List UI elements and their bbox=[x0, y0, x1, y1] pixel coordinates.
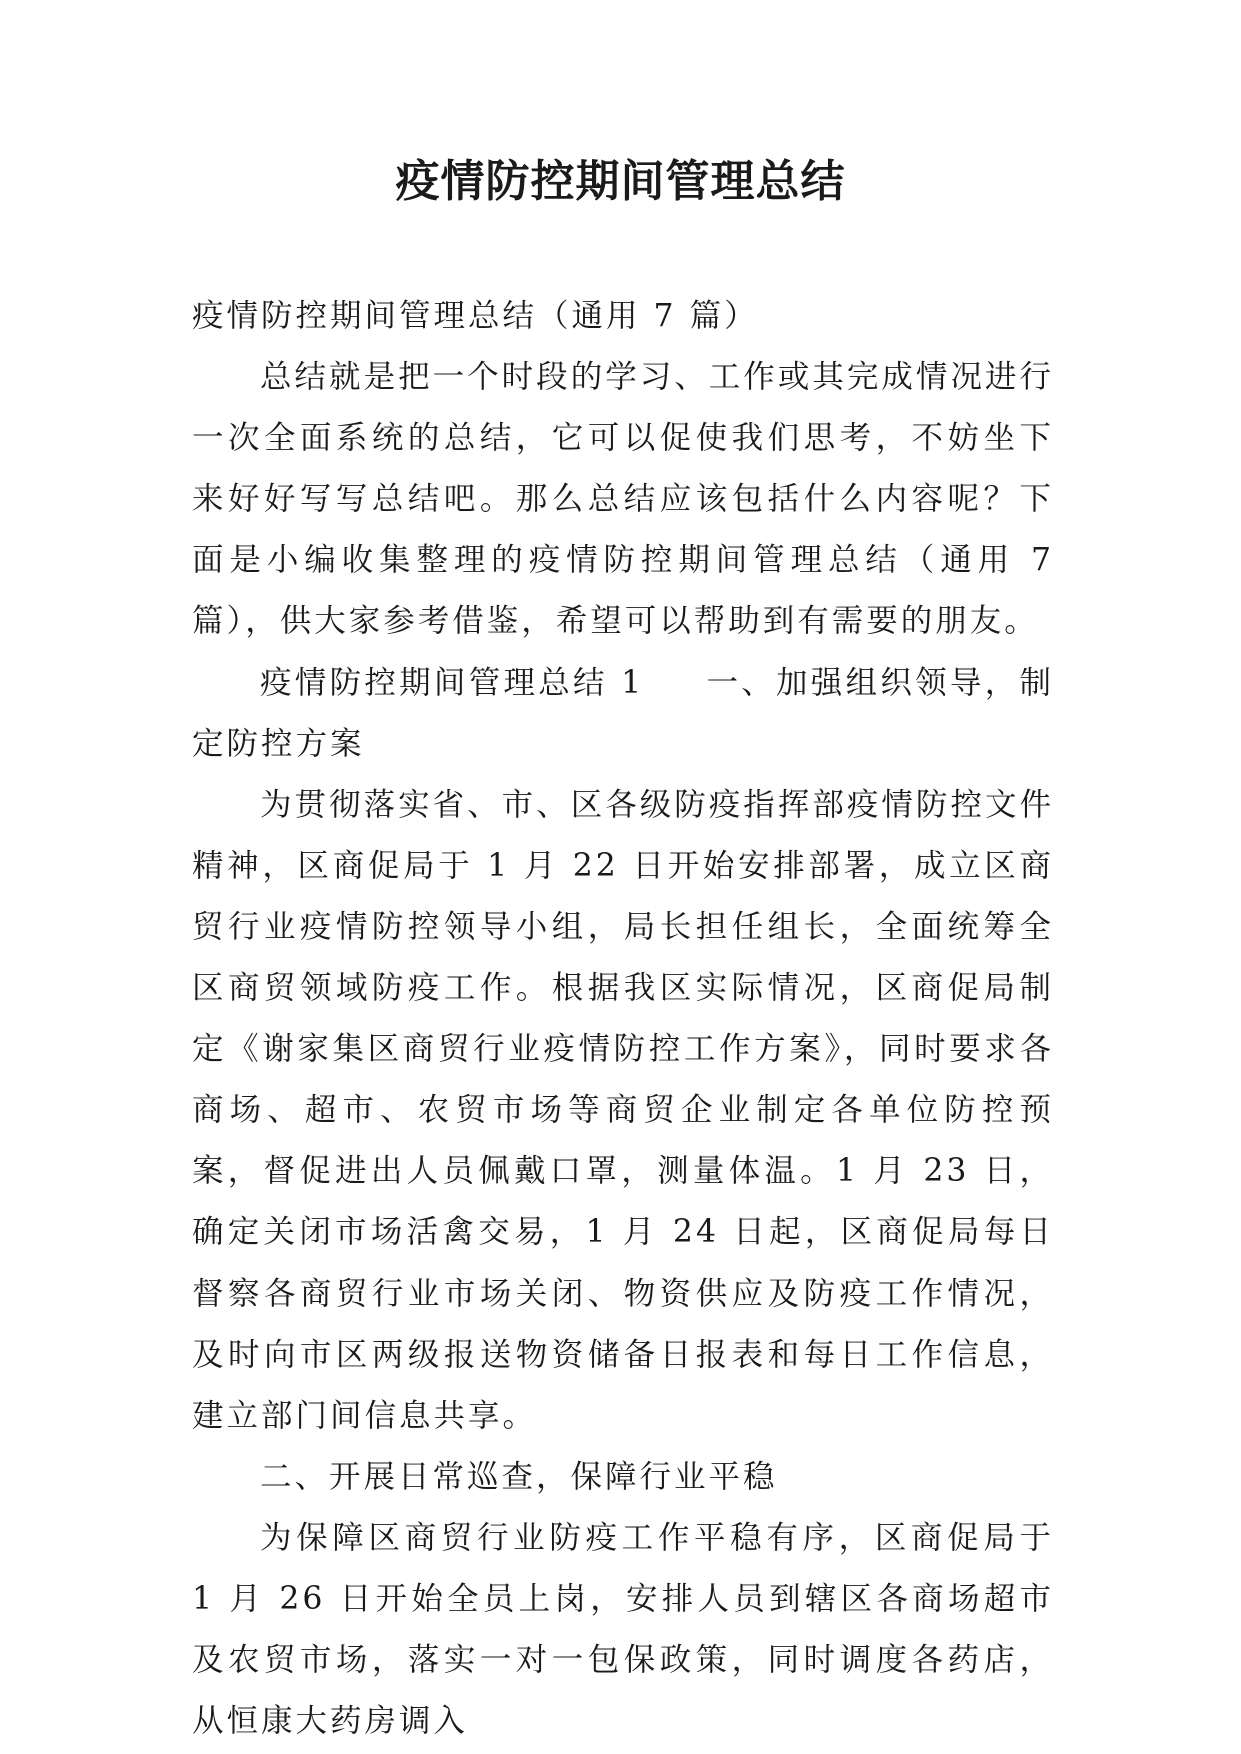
body-paragraph-1: 为贯彻落实省、市、区各级防疫指挥部疫情防控文件精神，区商促局于 1 月 22 日开始安排部署，成立区商贸行业疫情防控领导小组，局长担任组长，全面统筹全区商贸领域防疫工作。根据我区实际情况，区商促局制定《谢家集区商贸行业疫情防控工作方案》，同时要求各商场、超市、农贸市场等商贸企业制定各单位防控预案，督促进出人员佩戴口罩，测量体温。1 月 23 日，确定关闭市场活禽交易，1 月 24 日起，区商促局每日督察各商贸行业市场关闭、物资供应及防疫工作情况，及时向市区两级报送物资储备日报表和每日工作信息，建立部门间信息共享。 bbox=[192, 786, 1054, 1434]
section-point-2: 二、开展日常巡查，保障行业平稳 bbox=[260, 1458, 778, 1495]
section-point-1: 一、加强组织领导，制定防控方案 bbox=[192, 664, 1054, 762]
body-paragraph-2: 为保障区商贸行业防疫工作平稳有序，区商促局于 1 月 26 日开始全员上岗，安排人员到辖区各商场超市及农贸市场，落实一对一包保政策，同时调度各药店，从恒康大药房调入 bbox=[192, 1519, 1054, 1740]
document-title: 疫情防控期间管理总结 bbox=[395, 156, 846, 207]
document-subtitle: 疫情防控期间管理总结（通用 7 篇） bbox=[192, 298, 759, 334]
document-body bbox=[192, 286, 1054, 1752]
section-heading-line bbox=[192, 653, 1054, 775]
section-heading: 疫情防控期间管理总结 1 bbox=[260, 664, 645, 701]
intro-paragraph: 总结就是把一个时段的学习、工作或其完成情况进行一次全面系统的总结，它可以促使我们思考，不妨坐下来好好写写总结吧。那么总结应该包括什么内容呢？下面是小编收集整理的疫情防控期间管理总结（通用 7 篇），供大家参考借鉴，希望可以帮助到有需要的朋友。 bbox=[192, 359, 1054, 640]
